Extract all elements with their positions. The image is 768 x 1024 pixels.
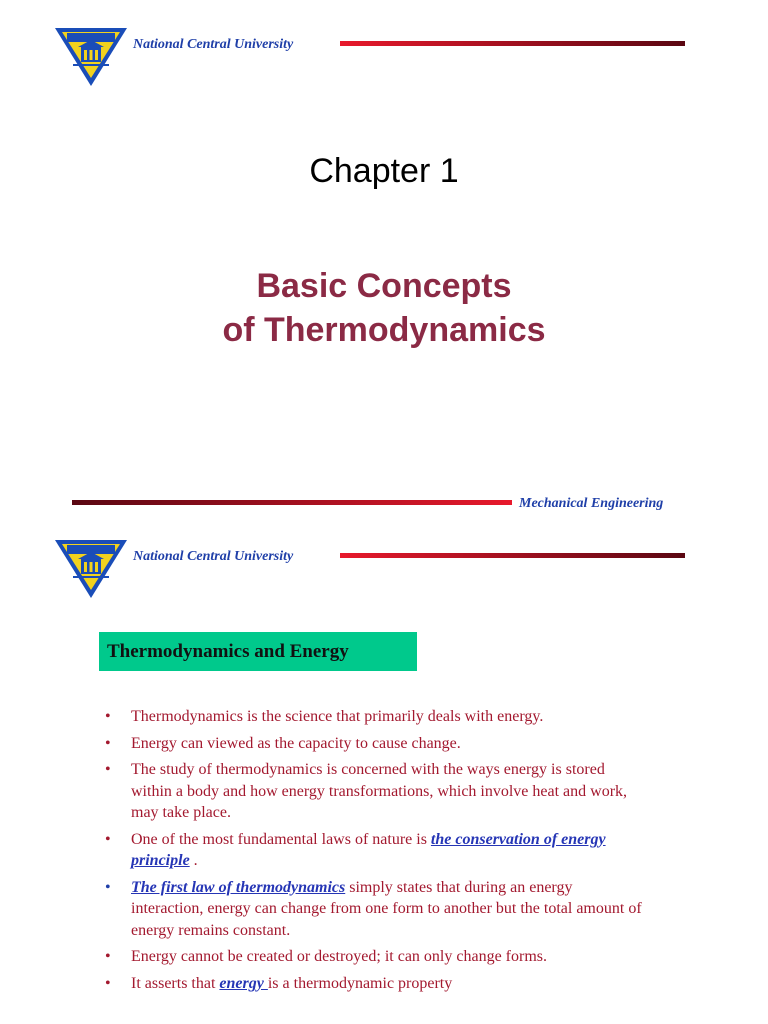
department-name: Mechanical Engineering: [519, 496, 664, 511]
list-item: [105, 829, 645, 872]
bullet-text-before: It asserts that: [131, 974, 220, 992]
bullet-text-after: .: [189, 852, 198, 869]
subtitle-line: of Thermodynamics: [222, 311, 546, 349]
content-slide: [0, 512, 768, 1024]
list-item: [105, 733, 645, 755]
header-divider: [340, 41, 685, 46]
section-heading: Thermodynamics and Energy: [99, 632, 417, 671]
first-law-link[interactable]: The first law of thermodynamics: [131, 878, 346, 896]
bullet-text-after: is a thermodynamic property: [267, 974, 453, 992]
bullet-icon: •: [105, 761, 111, 778]
bullet-text-before: One of the most fundamental laws of nature is: [131, 830, 431, 848]
energy-link[interactable]: energy: [219, 974, 268, 992]
bullet-list: [105, 706, 645, 999]
ncu-emblem-icon: [53, 538, 129, 600]
bullet-text: The study of thermodynamics is concerned with the ways energy is stored within a body and how energy transformations, which involve heat and work, may take place.: [131, 761, 628, 821]
list-item: [105, 973, 645, 995]
list-item: [105, 877, 645, 942]
list-item: [105, 946, 645, 968]
bullet-icon: •: [105, 830, 111, 848]
bullet-text: [131, 975, 452, 992]
bullet-text-after: simply states that during an energy interaction, energy can change from one form to another but the total amount of energy remains constant.: [131, 878, 642, 939]
chapter-subtitle: [0, 264, 768, 352]
header-divider: [340, 553, 685, 558]
university-name: National Central University: [133, 549, 294, 564]
bullet-text: Thermodynamics is the science that primarily deals with energy.: [131, 708, 544, 725]
footer-divider: [72, 500, 512, 505]
subtitle-line: Basic Concepts: [256, 267, 512, 305]
list-item: [105, 706, 645, 728]
ncu-emblem-icon: [53, 26, 129, 88]
bullet-icon: •: [105, 974, 111, 992]
bullet-icon: •: [105, 734, 111, 752]
list-item: [105, 759, 645, 824]
bullet-text: Energy cannot be created or destroyed; it can only change forms.: [131, 948, 547, 965]
chapter-title: Chapter 1: [309, 152, 459, 190]
bullet-text: [131, 879, 642, 939]
university-name: National Central University: [133, 37, 294, 52]
bullet-icon: •: [105, 948, 111, 965]
bullet-icon: •: [105, 878, 111, 896]
bullet-icon: •: [105, 708, 111, 725]
bullet-text: Energy can viewed as the capacity to cause change.: [131, 734, 461, 752]
conservation-of-energy-link[interactable]: the conservation of energy principle: [131, 830, 606, 869]
bullet-text: [131, 831, 606, 870]
